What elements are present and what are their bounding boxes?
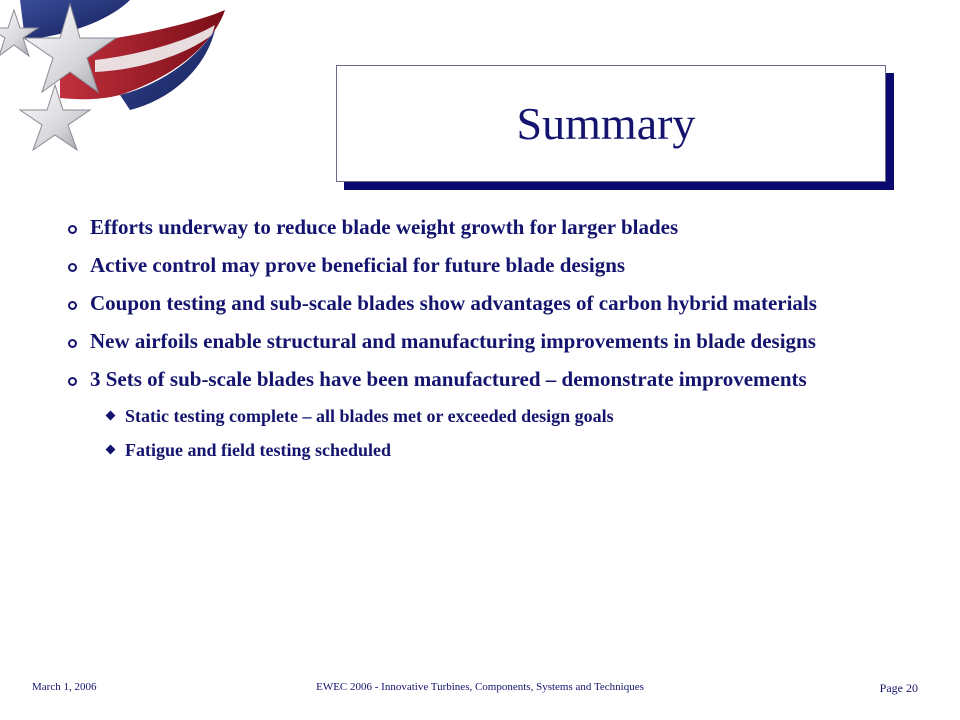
bullet-item [62,212,922,242]
diamond-bullet-icon [106,445,116,455]
bullet-item [62,288,922,318]
diamond-bullet-icon [106,411,116,421]
sub-bullet-list [62,402,922,464]
bullet-text: Coupon testing and sub-scale blades show advantages of carbon hybrid materials [90,291,817,315]
footer-date: March 1, 2006 [32,681,97,693]
bullet-text: 3 Sets of sub-scale blades have been manufactured – demonstrate improvements [90,367,807,391]
bullet-item [62,364,922,394]
bullet-dot-icon [68,339,77,348]
sub-bullet-item [62,436,922,464]
bullet-text: New airfoils enable structural and manufacturing improvements in blade designs [90,329,816,353]
title-box [336,65,886,182]
flag-star-logo [0,0,230,175]
bullet-dot-icon [68,263,77,272]
bullet-list [62,212,922,470]
sub-bullet-text: Static testing complete – all blades met or exceeded design goals [125,406,614,426]
bullet-item [62,250,922,280]
footer-page-number: Page 20 [879,681,918,695]
bullet-item [62,326,922,356]
bullet-dot-icon [68,225,77,234]
slide-title: Summary [516,98,696,149]
bullet-text: Active control may prove beneficial for future blade designs [90,253,626,277]
sub-bullet-item [62,402,922,430]
sub-bullet-text: Fatigue and field testing scheduled [125,440,392,460]
footer-conference: EWEC 2006 - Innovative Turbines, Components, Systems and Techniques [316,681,644,693]
bullet-dot-icon [68,377,77,386]
bullet-dot-icon [68,301,77,310]
bullet-text: Efforts underway to reduce blade weight growth for larger blades [90,215,679,239]
